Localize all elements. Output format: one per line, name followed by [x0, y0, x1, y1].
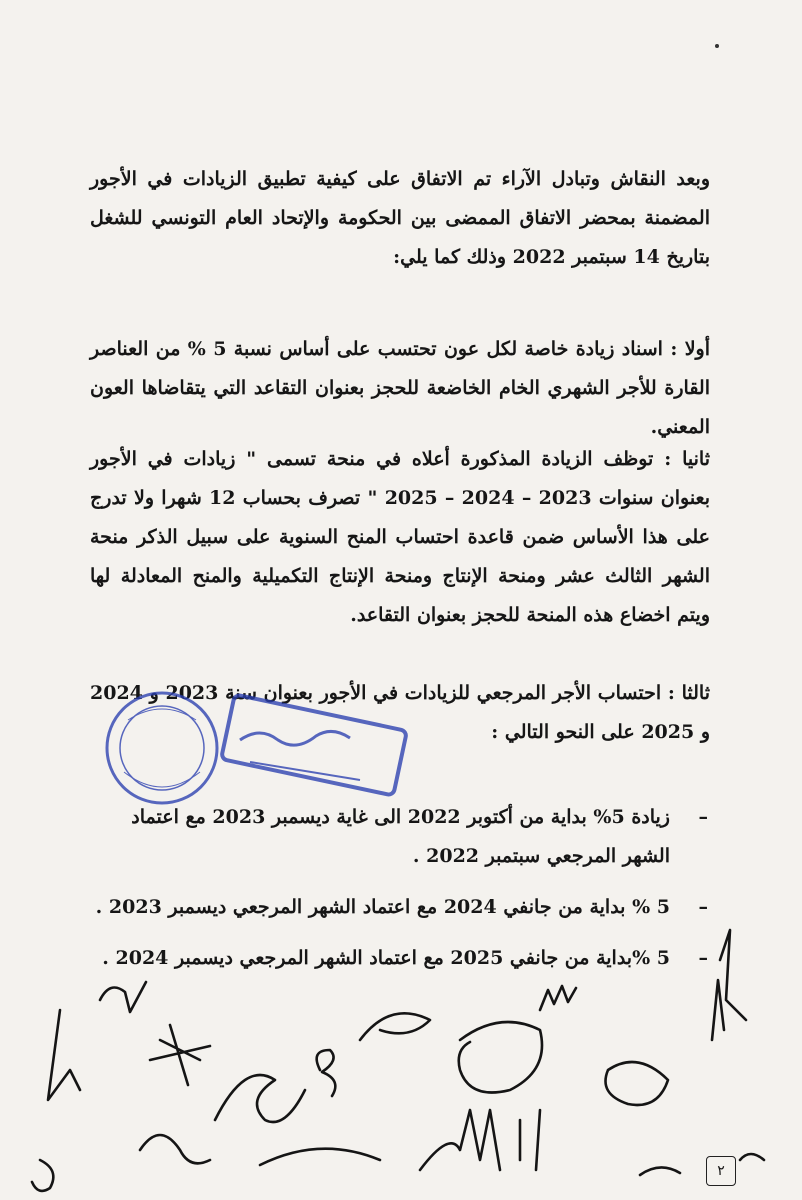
second-clause-text: توظف الزيادة المذكورة أعلاه في منحة تسمى " زيادات في الأجور بعنوان سنوات 2023 – 2024 – 2025 " تصرف بحساب 12 شهرا ولا تدرج على هذا الأساس ضمن قاعدة احتساب المنح السنوية على سبيل الذكر منحة الشهر الثالث عشر ومنحة الإنتاج ومنحة الإنتاج التكميلية والمنح المعادلة لها ويتم اخضاع هذه المنحة للحجز بعنوان التقاعد.: [90, 448, 711, 626]
third-clause-text: احتساب الأجر المرجعي للزيادات في الأجور بعنوان سنة 2023 و 2024 و 2025 على النحو التالي :: [90, 682, 710, 743]
page-number: ٢: [706, 1156, 736, 1186]
second-clause: [90, 440, 710, 635]
bullet-text: 5 % بداية من جانفي 2024 مع اعتماد الشهر المرجعي ديسمبر 2023 .: [95, 896, 670, 918]
third-clause-label: ثالثا :: [667, 682, 710, 704]
bullet-marker: –: [698, 806, 708, 828]
official-stamp: [100, 680, 420, 820]
intro-paragraph: وبعد النقاش وتبادل الآراء تم الاتفاق على كيفية تطبيق الزيادات في الأجور المضمنة بمحضر الاتفاق الممضى بين الحكومة والإتحاد العام التونسي للشغل بتاريخ 14 سبتمبر 2022 وذلك كما يلي:: [90, 168, 710, 268]
signatures: [0, 920, 802, 1200]
first-clause-text: اسناد زيادة خاصة لكل عون تحتسب على أساس نسبة 5 % من العناصر القارة للأجر الشهري الخام الخاضعة للحجز بعنوان التقاعد التي يتقاضاها العون المعني.: [90, 338, 710, 438]
first-clause: [90, 330, 710, 447]
bullet-text: 5 %بداية من جانفي 2025 مع اعتماد الشهر المرجعي ديسمبر 2024 .: [102, 947, 670, 969]
first-clause-label: أولا :: [670, 338, 710, 360]
second-clause-label: ثانيا :: [664, 448, 710, 470]
ink-dot: [715, 44, 719, 48]
bullet-text: زيادة 5% بداية من أكتوبر 2022 الى غاية ديسمبر 2023 مع اعتماد الشهر المرجعي سبتمبر 2022 .: [131, 806, 670, 867]
bullet-marker: –: [698, 896, 708, 918]
bullet-marker: –: [698, 947, 708, 969]
